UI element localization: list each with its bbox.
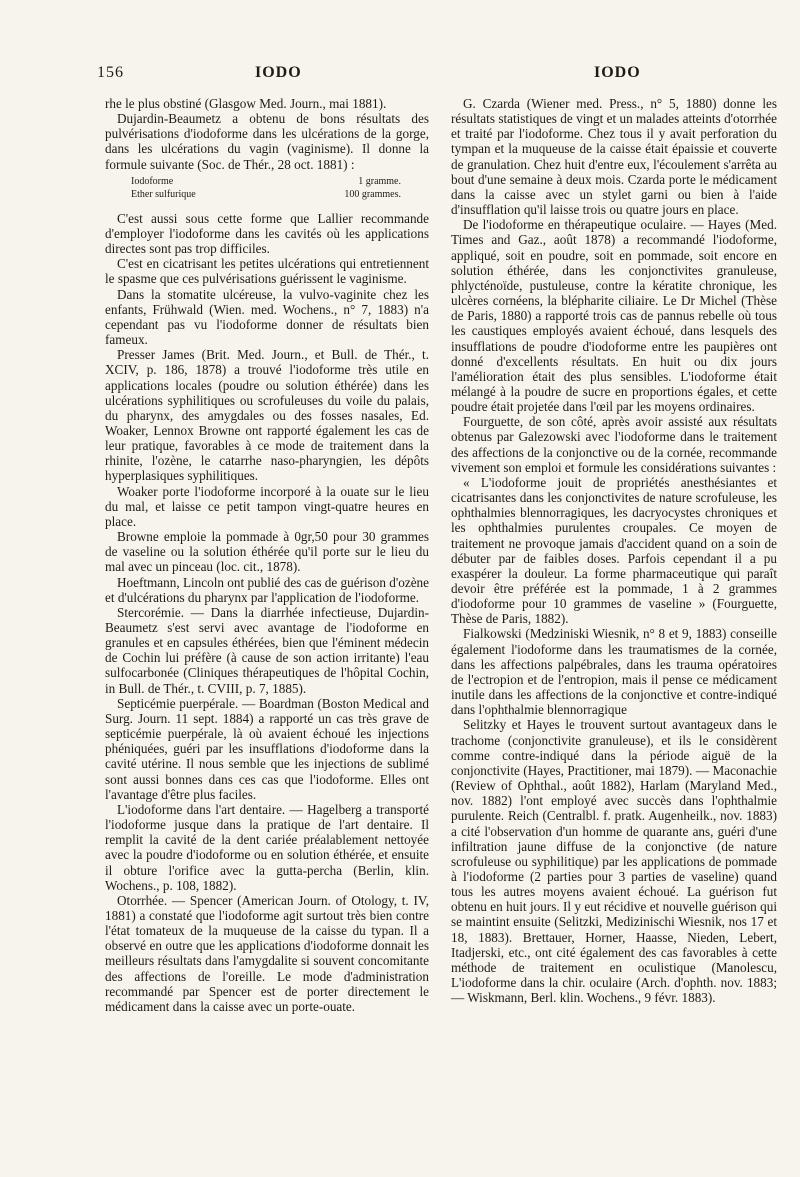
paragraph: Fourguette, de son côté, après avoir assisté aux résultats obtenus par Galezowski avec l'iodoforme dans le traitement des affections de la conjonctive ou de la cornée, recommande vivement son emploi et formule les considérations suivantes :: [451, 414, 777, 475]
paragraph: C'est aussi sous cette forme que Lallier recommande d'employer l'iodoforme dans les cavités où les applications directes sont pas trop difficiles.: [105, 210, 429, 257]
formula-line: [131, 188, 429, 201]
paragraph: Browne emploie la pommade à 0gr,50 pour 30 grammes de vaseline ou la solution éthérée qu'il porte sur le lieu du mal avec un pinceau (loc. cit., 1878).: [105, 529, 429, 575]
paragraph: Presser James (Brit. Med. Journ., et Bull. de Thér., t. XCIV, p. 186, 1878) a trouvé l'iodoforme très utile en applications locales (poudre ou solution éthérée) dans les ulcérations syphilitiques ou scrofuleuses du voile du palais, du pharynx, des amygdales ou des fosses nasales, Ed. Woaker, Lennox Browne ont rapporté également les cas de leur pratique, favorables à ce mode de traitement dans la rhinite, l'ozène, le catarrhe naso-pharyngien, les dépôts hyperplasiques syphilitiques.: [105, 347, 429, 484]
paragraph: Dujardin-Beaumetz a obtenu de bons résultats des pulvérisations d'iodoforme dans les ulcérations de la gorge, dans les ulcérations du vagin (vaginisme). Il donne la formule suivante (Soc. de Thér., 28 oct. 1881) :: [105, 111, 429, 172]
paragraph: Otorrhée. — Spencer (American Journ. of Otology, t. IV, 1881) a constaté que l'iodoforme agit surtout très bien contre l'état tomateux de la muqueuse de la caisse du typan. Il a observé en outre que les applications d'iodoforme donnait les meilleurs résultats dans l'amygdalite si souvent concomitante des affections de l'oreille. Le mode d'administration recommandé par Spencer est de porter directement le médicament dans la caisse avec un porte-ouate.: [105, 892, 429, 1014]
paragraph: Fialkowski (Medziniski Wiesnik, n° 8 et 9, 1883) conseille également l'iodoforme dans les traumatismes de la cornée, dans les affections palpébrales, dans les trauma opératoires de l'ectropion et de l'entropion, mais il pense ce médicament inutile dans les affections de la conjonctive et contre-indiqué dans l'ophthalmie blennorragique: [451, 626, 777, 718]
formula-quantity: 100 grammes.: [344, 188, 401, 200]
paragraph: Selitzky et Hayes le trouvent surtout avantageux dans le trachome (conjonctivite granuleuse), et ils le considèrent comme contre-indiqué dans la période aiguë de la conjonctivite (Hayes, Practitioner, mai 1879). — Maconachie (Review of Ophthal., août 1882), Harlam (Maryland Med., nov. 1882) l'ont employé avec succès dans l'ophthalmie purulente. Reich (Centralbl. f. pratk. Augenheilk., nov. 1883) a cité l'observation d'un homme de quarante ans, guéri d'une infiltration jaune diffuse de la conjonctive (de nature scrofuleuse ou syphilitique) par les applications de pommade à l'iodoforme (2 parties pour 3 parties de vaseline) quand tous les autres moyens avaient échoué. La guérison fut obtenu en huit jours. Il y eut récidive et nouvelle guérison qui se maintint ensuite (Selitzki, Medizinischi Wiesnik, nos 17 et 18, 1883). Brettauer, Horner, Haasse, Nieden, Lebert, Itadjerski, etc., ont cité également des cas favorables à cette méthode de traitement en oculistique (Manolescu, L'iodoforme dans la chir. oculaire (Arch. d'ophth. nov. 1883; — Wiskmann, Berl. klin. Wochens., 9 févr. 1883).: [451, 717, 777, 1006]
page-header: [0, 58, 800, 88]
paragraph: De l'iodoforme en thérapeutique oculaire. — Hayes (Med. Times and Gaz., août 1878) a recommandé l'iodoforme, appliqué, soit en poudre, soit en pommade, soit encore en solution éthérée, dans les conjonctivites granuleuse, phlycténoïde, pustuleuse, contre la kératite chronique, les ulcères cornéens, la blépharite ciliaire. Le Dr Michel (Thèse de Paris, 1880) a rapporté trois cas de pannus rebelle où tous les caustiques employés avaient échoué, dans lesquels des insufflations de poudre d'iodoforme entre les paupières ont donné d'excellents résultats. En huit ou dix jours l'amélioration était des plus sensibles. L'iodoforme était mélangé à la poudre de sucre en proportions égales, et cette poudre était projetée dans l'œil par les moyens ordinaires.: [451, 217, 777, 415]
paragraph: Hoeftmann, Lincoln ont publié des cas de guérison d'ozène et d'ulcérations du pharynx par l'application de l'iodoforme.: [105, 574, 429, 605]
formula-block: [131, 175, 429, 201]
formula-line: [131, 175, 429, 188]
page-number: 156: [97, 64, 124, 81]
paragraph: Septicémie puerpérale. — Boardman (Boston Medical and Surg. Journ. 11 sept. 1884) a rapporté un cas très grave de septicémie puerpérale, là où avaient échoué les injections phéniquées, guéri par les insufflations d'iodoforme dans la cavité utérine. Il nous semble que les injections de sublimé sont aussi bonnes dans ces cas que l'iodoforme. Elles ont l'avantage d'être plus faciles.: [105, 695, 429, 802]
running-title-left: IODO: [255, 64, 302, 81]
paragraph: Stercorémie. — Dans la diarrhée infectieuse, Dujardin-Beaumetz s'est servi avec avantage de l'iodoforme en granules et en capsules éthérées, bien que l'éminent médecin de Cochin lui préfère (à cause de son action irritante) l'eau sulfocarbonée (Cliniques thérapeutiques de l'hôpital Cochin, in Bull. de Thér., t. CVIII, p. 7, 1885).: [105, 604, 429, 696]
paragraph: rhe le plus obstiné (Glasgow Med. Journ., mai 1881).: [105, 96, 387, 111]
paragraph: Woaker porte l'iodoforme incorporé à la ouate sur le lieu du mal, et laisse ce petit tampon vingt-quatre heures en place.: [105, 483, 429, 529]
running-title-right: IODO: [594, 64, 641, 81]
paragraph: L'iodoforme dans l'art dentaire. — Hagelberg a transporté l'iodoforme jusque dans la pratique de l'art dentaire. Il remplit la cavité de la dent cariée préalablement nettoyée avec la poudre d'iodoforme ou en solution éthérée, et ensuite il obture l'orifice avec la gutta-percha (Berlin, klin. Wochens., p. 108, 1882).: [105, 801, 429, 893]
right-column: [451, 96, 777, 1005]
paragraph: G. Czarda (Wiener med. Press., n° 5, 1880) donne les résultats statistiques de vingt et un malades atteints d'otorrhée et traité par l'iodoforme. Chez tous il y avait perforation du tympan et la muqueuse de la caisse était épaissie et couverte de granulation. Chez huit d'entre eux, l'écoulement s'arrêta au bout d'une semaine à deux mois. Czarda porte le médicament dans la caisse avec un stylet garni ou bien à l'aide d'insufflation qu'il laisse trois ou quatre jours en place.: [451, 96, 777, 218]
formula-quantity: 1 gramme.: [358, 175, 401, 187]
formula-ingredient: Ether sulfurique: [131, 188, 196, 200]
left-column: [105, 96, 429, 1014]
paragraph: Dans la stomatite ulcéreuse, la vulvo-vaginite chez les enfants, Frühwald (Wien. med. Wochens., n° 7, 1883) n'a cependant pas vu l'iodoforme donner de résultats bien fameux.: [105, 286, 429, 348]
paragraph: C'est en cicatrisant les petites ulcérations qui entretiennent le spasme que ces pulvérisations guérissent le vaginisme.: [105, 256, 429, 287]
formula-ingredient: Iodoforme: [131, 175, 174, 187]
paragraph: « L'iodoforme jouit de propriétés anesthésiantes et cicatrisantes dans les conjonctivites de nature scrofuleuse, les ophthalmies blennorragiques, les dacryocystes chroniques et les ophthalmies purulentes croupales. Ce moyen de traitement ne provoque jamais d'accident quand on a soin de débuter par de faibles doses. Parfois cependant il a pu exaspérer la douleur. La forme pharmaceutique qui paraît devoir être préférée est la pommade, 1 à 2 grammes d'iodoforme pour 10 grammes de vaseline » (Fourguette, Thèse de Paris, 1882).: [451, 474, 777, 627]
